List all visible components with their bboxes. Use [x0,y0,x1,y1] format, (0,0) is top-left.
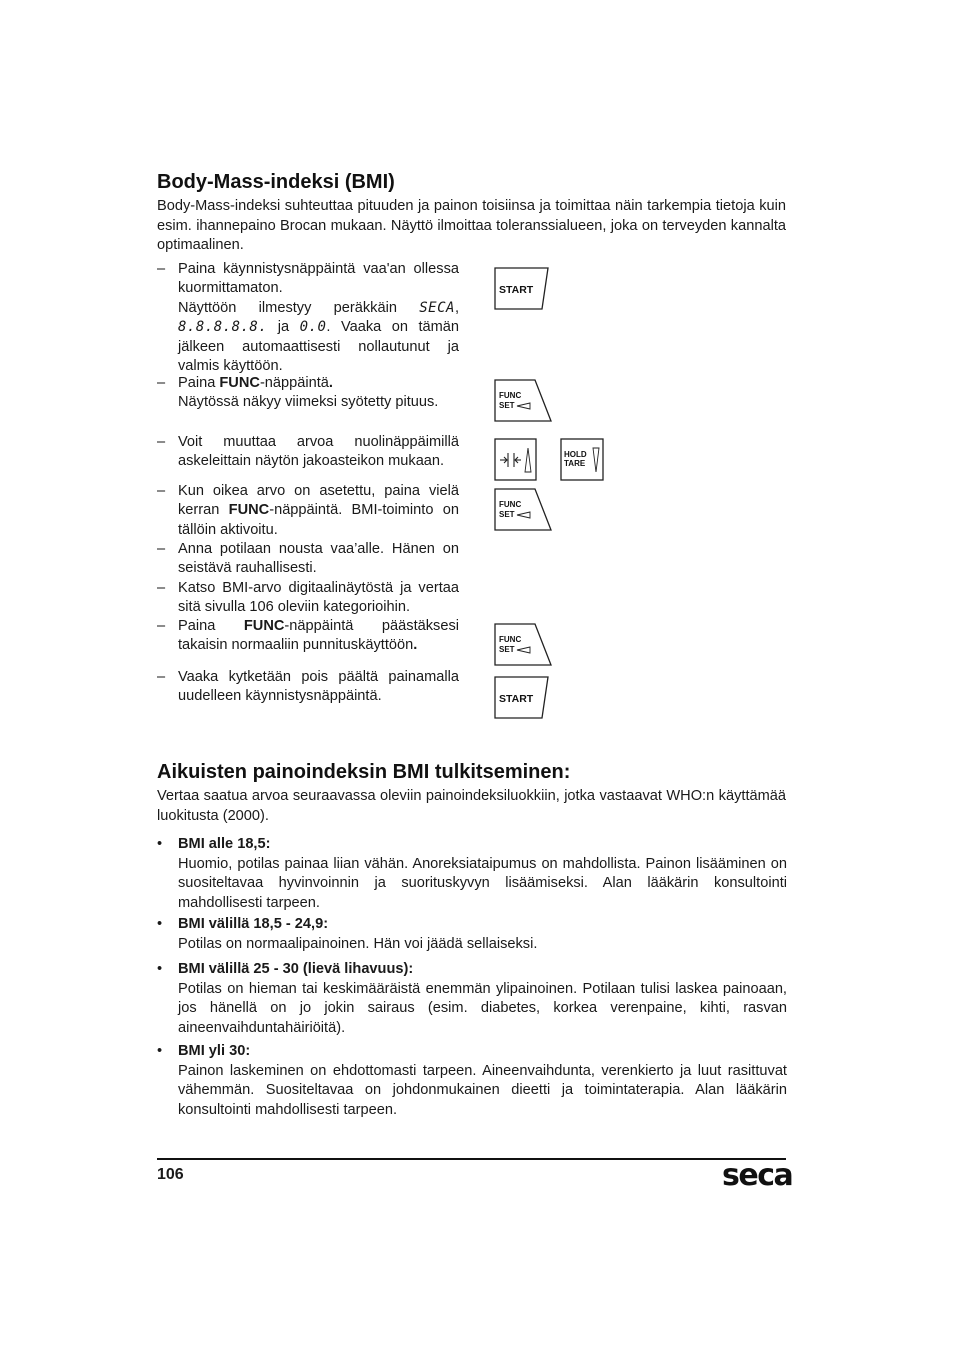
footer-rule [157,1158,786,1160]
bmi-intro-paragraph: Body-Mass-indeksi suhteuttaa pituuden ja painon toisiinsa ja toimittaa näin tarkempia tietoja kuin esim. ihannepaino Brocan mukaan. Näyttö ilmoittaa toleranssialueen, joka on terveyden kannalta optimaalinen. [157,198,786,253]
step-dash: – [157,541,166,557]
step-2-text: Paina [178,375,220,391]
bmi-category-heading: BMI välillä 18,5 - 24,9: [178,916,329,932]
step-1-display-text: Näyttöön ilmestyy peräkkäin [178,299,420,316]
bmi-category-heading: BMI yli 30: [178,1043,251,1059]
step-7-text: Paina [178,618,244,634]
period: . [328,375,333,391]
func-key-label: FUNC [499,635,522,644]
bmi-category-2 [157,915,787,954]
set-key-label: SET [499,645,515,654]
bmi-category-heading: BMI välillä 25 - 30 (lievä lihavuus): [178,961,414,977]
period: . [413,637,418,654]
step-dash: – [157,375,166,391]
start-key-2[interactable] [494,676,552,720]
seca-logo: seca [722,1158,793,1193]
step-dash: – [157,580,166,596]
start-key-label: START [499,284,534,296]
step-dash: – [157,483,166,499]
separator: ja [267,319,300,336]
bmi-category-3 [157,960,787,1038]
bullet-dot: • [157,1043,163,1059]
step-2-line2: Näytössä näkyy viimeksi syötetty pituus. [178,394,439,411]
step-6 [157,579,459,618]
display-zero-segment: 0.0 [299,319,327,336]
func-set-key-2[interactable] [494,488,554,532]
func-label: FUNC [243,618,285,634]
bmi-category-heading: BMI alle 18,5: [178,836,271,852]
bmi-category-text: Potilas on normaalipainoinen. Hän voi jäädä sellaiseksi. [178,935,538,952]
bullet-dot: • [157,961,163,977]
hold-key-label: HOLD [564,450,587,459]
step-1-text: Paina käynnistysnäppäintä vaa'an ollessa kuormittamaton. [178,261,459,297]
section-title-bmi: Body-Mass-indeksi (BMI) [157,171,395,193]
step-6-text: Katso BMI-arvo digitaalinäytöstä ja vertaa sitä sivulla 106 oleviin kategorioihin. [178,580,459,616]
bmi-category-text: Painon laskeminen on ehdottomasti tarpeen. Aineenvaihdunta, verenkierto ja luut rasittuvat vähemmän. Suositeltavaa on johdonmukainen dieetti ja toimintaterapia. Alan lääkärin konsultointi mahdollisesti tarpeen. [178,1062,787,1118]
step-3-text: Voit muuttaa arvoa nuolinäppäimillä askeleittain näytön jakoasteikon mukaan. [178,434,459,470]
bmi-category-text: Potilas on hieman tai keskimääräistä enemmän ylipainoinen. Potilaan tulisi laskea painoaan, jos hänellä on jo jokin sairaus (esim. diabetes, korkea verenpaine, kihti, rasvan aineenvaihduntahäiriöitä). [178,980,787,1036]
func-label: FUNC [219,375,260,391]
step-dash: – [157,618,166,634]
interpretation-intro: Vertaa saatua arvoa seuraavassa oleviin painoindeksiluokkiin, jotka vastaavat WHO:n käyttämää luokitusta (2000). [157,788,786,824]
bmi-category-4 [157,1042,787,1120]
set-key-label: SET [499,510,515,519]
step-4-text-post: -näppäintä. BMI-toiminto on tällöin aktivoitu. [178,502,459,538]
hold-tare-key[interactable] [560,438,606,482]
display-all-segments: 8.8.8.8.8. [178,319,268,336]
func-key-label: FUNC [499,391,522,400]
step-5-text: Anna potilaan nousta vaa’alle. Hänen on seistävä rauhallisesti. [178,541,459,577]
step-1 [157,260,459,376]
page-number: 106 [157,1166,184,1183]
step-dash: – [157,261,166,277]
step-4-text: Kun oikea arvo on asetettu, paina vielä kerran [178,483,459,519]
bmi-category-1 [157,835,787,913]
step-1-text-end: . Vaaka on tämän jälkeen automaattisesti nollautunut ja valmis käyttöön. [178,319,460,375]
bullet-dot: • [157,916,163,932]
step-2-text-post: -näppäintä [259,375,329,391]
arrow-key[interactable] [494,438,538,482]
section-title-interpretation: Aikuisten painoindeksin BMI tulkitseminen: [157,761,571,783]
step-dash: – [157,434,166,450]
step-7 [157,617,459,656]
set-key-label: SET [499,401,515,410]
start-key-label: START [499,693,534,705]
tare-key-label: TARE [564,459,586,468]
step-4 [157,482,459,540]
bullet-dot: • [157,836,163,852]
separator: , [454,299,459,316]
step-2 [157,374,459,413]
step-5 [157,540,459,579]
step-dash: – [157,669,166,685]
func-set-key-3[interactable] [494,623,554,667]
step-8 [157,668,459,707]
start-key[interactable] [494,267,552,311]
func-key-label: FUNC [499,500,522,509]
func-label: FUNC [228,502,270,519]
step-7-text-post: -näppäintä päästäksesi takaisin normaaliin punnituskäyttöön [178,618,459,654]
func-set-key[interactable] [494,379,554,423]
bmi-category-text: Huomio, potilas painaa liian vähän. Anoreksiataipumus on mahdollista. Painon lisääminen on suositeltavaa hyvinvoinnin ja suorituskyvyn lisäämiseksi. Alan lääkärin konsultointi mahdollisesti tarpeen. [178,855,787,911]
step-8-text: Vaaka kytketään pois päältä painamalla uudelleen käynnistysnäppäintä. [178,669,459,705]
display-seca-segment: SECA [419,299,455,316]
step-3 [157,433,459,472]
